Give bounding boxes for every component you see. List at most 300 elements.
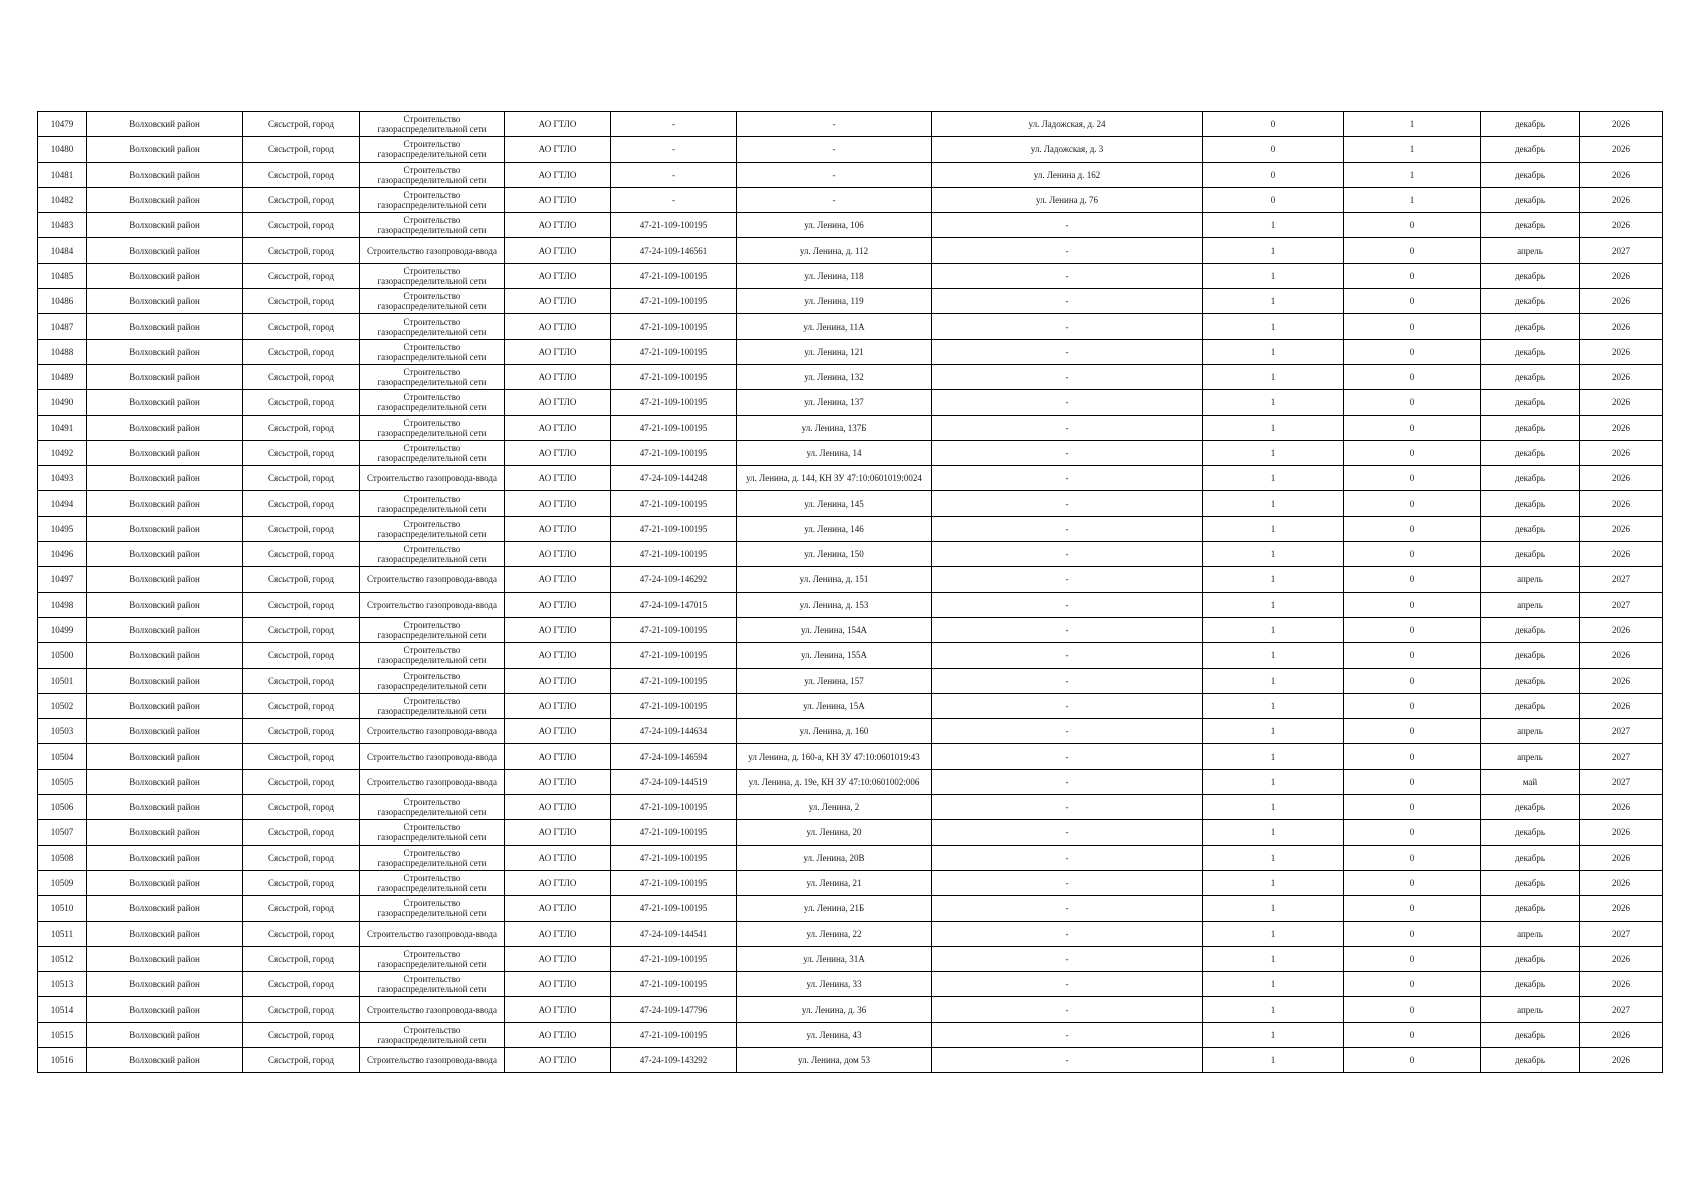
- work-type-cell: Строительство газораспределительной сети: [360, 668, 505, 693]
- program-code-cell: 47-21-109-100195: [611, 263, 737, 288]
- count-b-cell: 0: [1344, 870, 1481, 895]
- work-type-cell: Строительство газораспределительной сети: [360, 693, 505, 718]
- table-row: [38, 769, 1663, 794]
- year-cell: 2026: [1580, 162, 1663, 187]
- count-a-cell: 1: [1203, 415, 1344, 440]
- year-cell: 2026: [1580, 137, 1663, 162]
- district-cell: Волховский район: [87, 820, 243, 845]
- address-cell: ул Ленина, д. 160-а, КН ЗУ 47:10:0601019:43: [737, 744, 932, 769]
- work-type-cell: Строительство газораспределительной сети: [360, 162, 505, 187]
- row-number-cell: 10482: [38, 187, 87, 212]
- district-cell: Волховский район: [87, 1022, 243, 1047]
- row-number-cell: 10500: [38, 643, 87, 668]
- work-type-cell: Строительство газораспределительной сети: [360, 112, 505, 137]
- district-cell: Волховский район: [87, 137, 243, 162]
- count-a-cell: 1: [1203, 440, 1344, 465]
- table-row: [38, 668, 1663, 693]
- year-cell: 2026: [1580, 668, 1663, 693]
- work-type-cell: Строительство газораспределительной сети: [360, 617, 505, 642]
- work-type-cell: Строительство газораспределительной сети: [360, 390, 505, 415]
- district-cell: Волховский район: [87, 567, 243, 592]
- settlement-cell: Сясьстрой, город: [243, 415, 360, 440]
- settlement-cell: Сясьстрой, город: [243, 795, 360, 820]
- row-number-cell: 10488: [38, 339, 87, 364]
- table-row: [38, 820, 1663, 845]
- address-extra-cell: -: [932, 213, 1203, 238]
- district-cell: Волховский район: [87, 187, 243, 212]
- row-number-cell: 10505: [38, 769, 87, 794]
- program-code-cell: 47-21-109-100195: [611, 542, 737, 567]
- count-a-cell: 1: [1203, 263, 1344, 288]
- organization-cell: АО ГТЛО: [505, 567, 611, 592]
- table-row: [38, 946, 1663, 971]
- organization-cell: АО ГТЛО: [505, 617, 611, 642]
- month-cell: апрель: [1481, 719, 1580, 744]
- address-extra-cell: -: [932, 289, 1203, 314]
- work-type-cell: Строительство газораспределительной сети: [360, 187, 505, 212]
- program-code-cell: 47-24-109-144248: [611, 466, 737, 491]
- program-code-cell: -: [611, 187, 737, 212]
- district-cell: Волховский район: [87, 744, 243, 769]
- count-b-cell: 0: [1344, 289, 1481, 314]
- table-row: [38, 719, 1663, 744]
- address-cell: ул. Ленина, 20: [737, 820, 932, 845]
- program-code-cell: 47-24-109-143292: [611, 1047, 737, 1072]
- year-cell: 2026: [1580, 440, 1663, 465]
- count-b-cell: 0: [1344, 795, 1481, 820]
- count-b-cell: 0: [1344, 238, 1481, 263]
- month-cell: апрель: [1481, 238, 1580, 263]
- address-cell: ул. Ленина, д. 153: [737, 592, 932, 617]
- month-cell: декабрь: [1481, 820, 1580, 845]
- year-cell: 2026: [1580, 213, 1663, 238]
- count-a-cell: 1: [1203, 997, 1344, 1022]
- row-number-cell: 10499: [38, 617, 87, 642]
- district-cell: Волховский район: [87, 162, 243, 187]
- program-code-cell: 47-21-109-100195: [611, 289, 737, 314]
- count-a-cell: 1: [1203, 820, 1344, 845]
- organization-cell: АО ГТЛО: [505, 491, 611, 516]
- row-number-cell: 10516: [38, 1047, 87, 1072]
- organization-cell: АО ГТЛО: [505, 1047, 611, 1072]
- work-type-cell: Строительство газораспределительной сети: [360, 137, 505, 162]
- work-type-cell: Строительство газораспределительной сети: [360, 542, 505, 567]
- organization-cell: АО ГТЛО: [505, 440, 611, 465]
- address-cell: ул. Ленина, 11А: [737, 314, 932, 339]
- district-cell: Волховский район: [87, 491, 243, 516]
- district-cell: Волховский район: [87, 238, 243, 263]
- settlement-cell: Сясьстрой, город: [243, 1022, 360, 1047]
- table-row: [38, 238, 1663, 263]
- address-extra-cell: -: [932, 946, 1203, 971]
- table-row: [38, 744, 1663, 769]
- program-code-cell: 47-21-109-100195: [611, 364, 737, 389]
- count-a-cell: 1: [1203, 870, 1344, 895]
- row-number-cell: 10494: [38, 491, 87, 516]
- month-cell: декабрь: [1481, 795, 1580, 820]
- count-b-cell: 1: [1344, 137, 1481, 162]
- settlement-cell: Сясьстрой, город: [243, 112, 360, 137]
- row-number-cell: 10514: [38, 997, 87, 1022]
- program-code-cell: 47-21-109-100195: [611, 390, 737, 415]
- count-a-cell: 1: [1203, 491, 1344, 516]
- program-code-cell: 47-24-109-144541: [611, 921, 737, 946]
- district-cell: Волховский район: [87, 997, 243, 1022]
- count-a-cell: 1: [1203, 339, 1344, 364]
- month-cell: декабрь: [1481, 187, 1580, 212]
- table-row: [38, 542, 1663, 567]
- month-cell: апрель: [1481, 744, 1580, 769]
- table-row: [38, 364, 1663, 389]
- address-extra-cell: -: [932, 263, 1203, 288]
- address-extra-cell: -: [932, 744, 1203, 769]
- address-cell: ул. Ленина, 14: [737, 440, 932, 465]
- year-cell: 2026: [1580, 820, 1663, 845]
- table-row: [38, 693, 1663, 718]
- address-extra-cell: -: [932, 896, 1203, 921]
- table-row: [38, 390, 1663, 415]
- settlement-cell: Сясьстрой, город: [243, 466, 360, 491]
- count-a-cell: 1: [1203, 946, 1344, 971]
- address-extra-cell: -: [932, 769, 1203, 794]
- work-type-cell: Строительство газораспределительной сети: [360, 870, 505, 895]
- row-number-cell: 10511: [38, 921, 87, 946]
- address-cell: ул. Ленина, 2: [737, 795, 932, 820]
- month-cell: декабрь: [1481, 896, 1580, 921]
- program-code-cell: 47-21-109-100195: [611, 1022, 737, 1047]
- organization-cell: АО ГТЛО: [505, 668, 611, 693]
- table-row: [38, 491, 1663, 516]
- count-b-cell: 0: [1344, 339, 1481, 364]
- count-b-cell: 0: [1344, 1022, 1481, 1047]
- settlement-cell: Сясьстрой, город: [243, 668, 360, 693]
- table-row: [38, 339, 1663, 364]
- row-number-cell: 10510: [38, 896, 87, 921]
- district-cell: Волховский район: [87, 643, 243, 668]
- address-extra-cell: -: [932, 516, 1203, 541]
- organization-cell: АО ГТЛО: [505, 112, 611, 137]
- year-cell: 2027: [1580, 238, 1663, 263]
- program-code-cell: 47-24-109-146292: [611, 567, 737, 592]
- address-cell: ул. Ленина, 15А: [737, 693, 932, 718]
- address-cell: ул. Ленина, д. 144, КН ЗУ 47:10:0601019:0024: [737, 466, 932, 491]
- address-extra-cell: -: [932, 997, 1203, 1022]
- count-a-cell: 1: [1203, 390, 1344, 415]
- program-code-cell: 47-21-109-100195: [611, 415, 737, 440]
- address-extra-cell: -: [932, 1047, 1203, 1072]
- row-number-cell: 10493: [38, 466, 87, 491]
- address-cell: ул. Ленина, 150: [737, 542, 932, 567]
- year-cell: 2026: [1580, 542, 1663, 567]
- year-cell: 2026: [1580, 289, 1663, 314]
- program-code-cell: 47-21-109-100195: [611, 820, 737, 845]
- program-code-cell: 47-21-109-100195: [611, 617, 737, 642]
- month-cell: апрель: [1481, 592, 1580, 617]
- address-extra-cell: -: [932, 238, 1203, 263]
- month-cell: декабрь: [1481, 440, 1580, 465]
- count-b-cell: 0: [1344, 567, 1481, 592]
- address-extra-cell: ул. Ладожская, д. 24: [932, 112, 1203, 137]
- organization-cell: АО ГТЛО: [505, 693, 611, 718]
- month-cell: декабрь: [1481, 137, 1580, 162]
- row-number-cell: 10506: [38, 795, 87, 820]
- year-cell: 2026: [1580, 187, 1663, 212]
- district-cell: Волховский район: [87, 592, 243, 617]
- count-a-cell: 1: [1203, 845, 1344, 870]
- row-number-cell: 10513: [38, 972, 87, 997]
- count-a-cell: 1: [1203, 213, 1344, 238]
- work-type-cell: Строительство газораспределительной сети: [360, 896, 505, 921]
- organization-cell: АО ГТЛО: [505, 238, 611, 263]
- address-cell: ул. Ленина, 21: [737, 870, 932, 895]
- count-b-cell: 0: [1344, 491, 1481, 516]
- address-extra-cell: -: [932, 795, 1203, 820]
- work-type-cell: Строительство газопровода-ввода: [360, 238, 505, 263]
- count-b-cell: 0: [1344, 719, 1481, 744]
- settlement-cell: Сясьстрой, город: [243, 162, 360, 187]
- organization-cell: АО ГТЛО: [505, 466, 611, 491]
- table-row: [38, 870, 1663, 895]
- organization-cell: АО ГТЛО: [505, 364, 611, 389]
- address-cell: ул. Ленина, 20В: [737, 845, 932, 870]
- count-a-cell: 1: [1203, 643, 1344, 668]
- settlement-cell: Сясьстрой, город: [243, 390, 360, 415]
- table-row: [38, 795, 1663, 820]
- count-b-cell: 0: [1344, 466, 1481, 491]
- month-cell: май: [1481, 769, 1580, 794]
- address-extra-cell: -: [932, 592, 1203, 617]
- work-type-cell: Строительство газораспределительной сети: [360, 339, 505, 364]
- count-b-cell: 1: [1344, 112, 1481, 137]
- settlement-cell: Сясьстрой, город: [243, 1047, 360, 1072]
- settlement-cell: Сясьстрой, город: [243, 769, 360, 794]
- program-code-cell: 47-21-109-100195: [611, 213, 737, 238]
- count-b-cell: 0: [1344, 516, 1481, 541]
- program-code-cell: 47-21-109-100195: [611, 946, 737, 971]
- work-type-cell: Строительство газораспределительной сети: [360, 946, 505, 971]
- count-a-cell: 1: [1203, 972, 1344, 997]
- month-cell: декабрь: [1481, 415, 1580, 440]
- year-cell: 2027: [1580, 921, 1663, 946]
- address-cell: ул. Ленина, д. 151: [737, 567, 932, 592]
- settlement-cell: Сясьстрой, город: [243, 516, 360, 541]
- settlement-cell: Сясьстрой, город: [243, 137, 360, 162]
- address-extra-cell: -: [932, 466, 1203, 491]
- table-row: [38, 314, 1663, 339]
- row-number-cell: 10487: [38, 314, 87, 339]
- table-body: [38, 112, 1663, 1073]
- address-cell: ул. Ленина, 43: [737, 1022, 932, 1047]
- row-number-cell: 10486: [38, 289, 87, 314]
- work-type-cell: Строительство газораспределительной сети: [360, 795, 505, 820]
- district-cell: Волховский район: [87, 112, 243, 137]
- settlement-cell: Сясьстрой, город: [243, 643, 360, 668]
- settlement-cell: Сясьстрой, город: [243, 719, 360, 744]
- organization-cell: АО ГТЛО: [505, 896, 611, 921]
- year-cell: 2027: [1580, 719, 1663, 744]
- settlement-cell: Сясьстрой, город: [243, 997, 360, 1022]
- address-cell: ул. Ленина, д. 36: [737, 997, 932, 1022]
- row-number-cell: 10508: [38, 845, 87, 870]
- organization-cell: АО ГТЛО: [505, 137, 611, 162]
- work-type-cell: Строительство газораспределительной сети: [360, 263, 505, 288]
- district-cell: Волховский район: [87, 668, 243, 693]
- row-number-cell: 10489: [38, 364, 87, 389]
- address-cell: -: [737, 112, 932, 137]
- table-row: [38, 997, 1663, 1022]
- address-extra-cell: -: [932, 314, 1203, 339]
- row-number-cell: 10502: [38, 693, 87, 718]
- work-type-cell: Строительство газораспределительной сети: [360, 415, 505, 440]
- district-cell: Волховский район: [87, 542, 243, 567]
- row-number-cell: 10497: [38, 567, 87, 592]
- count-b-cell: 0: [1344, 542, 1481, 567]
- year-cell: 2027: [1580, 592, 1663, 617]
- month-cell: декабрь: [1481, 263, 1580, 288]
- settlement-cell: Сясьстрой, город: [243, 364, 360, 389]
- work-type-cell: Строительство газораспределительной сети: [360, 1022, 505, 1047]
- year-cell: 2026: [1580, 795, 1663, 820]
- count-b-cell: 0: [1344, 820, 1481, 845]
- year-cell: 2026: [1580, 491, 1663, 516]
- month-cell: декабрь: [1481, 617, 1580, 642]
- address-extra-cell: -: [932, 1022, 1203, 1047]
- organization-cell: АО ГТЛО: [505, 516, 611, 541]
- organization-cell: АО ГТЛО: [505, 820, 611, 845]
- year-cell: 2027: [1580, 769, 1663, 794]
- year-cell: 2027: [1580, 567, 1663, 592]
- program-code-cell: 47-21-109-100195: [611, 516, 737, 541]
- address-cell: ул. Ленина, 137Б: [737, 415, 932, 440]
- organization-cell: АО ГТЛО: [505, 415, 611, 440]
- address-extra-cell: -: [932, 542, 1203, 567]
- address-extra-cell: ул. Ладожская, д. 3: [932, 137, 1203, 162]
- work-type-cell: Строительство газораспределительной сети: [360, 364, 505, 389]
- count-a-cell: 1: [1203, 693, 1344, 718]
- organization-cell: АО ГТЛО: [505, 921, 611, 946]
- district-cell: Волховский район: [87, 440, 243, 465]
- program-code-cell: 47-21-109-100195: [611, 491, 737, 516]
- address-cell: ул. Ленина, 154А: [737, 617, 932, 642]
- work-type-cell: Строительство газораспределительной сети: [360, 845, 505, 870]
- work-type-cell: Строительство газопровода-ввода: [360, 921, 505, 946]
- organization-cell: АО ГТЛО: [505, 213, 611, 238]
- organization-cell: АО ГТЛО: [505, 390, 611, 415]
- address-extra-cell: -: [932, 415, 1203, 440]
- address-extra-cell: -: [932, 719, 1203, 744]
- month-cell: декабрь: [1481, 870, 1580, 895]
- work-type-cell: Строительство газопровода-ввода: [360, 744, 505, 769]
- row-number-cell: 10484: [38, 238, 87, 263]
- row-number-cell: 10504: [38, 744, 87, 769]
- address-cell: -: [737, 137, 932, 162]
- work-type-cell: Строительство газораспределительной сети: [360, 820, 505, 845]
- work-type-cell: Строительство газораспределительной сети: [360, 491, 505, 516]
- count-a-cell: 1: [1203, 542, 1344, 567]
- row-number-cell: 10509: [38, 870, 87, 895]
- count-b-cell: 0: [1344, 972, 1481, 997]
- address-extra-cell: -: [932, 491, 1203, 516]
- table-row: [38, 1047, 1663, 1072]
- settlement-cell: Сясьстрой, город: [243, 845, 360, 870]
- table-row: [38, 213, 1663, 238]
- settlement-cell: Сясьстрой, город: [243, 440, 360, 465]
- organization-cell: АО ГТЛО: [505, 314, 611, 339]
- organization-cell: АО ГТЛО: [505, 542, 611, 567]
- month-cell: декабрь: [1481, 466, 1580, 491]
- settlement-cell: Сясьстрой, город: [243, 896, 360, 921]
- address-cell: ул. Ленина, 132: [737, 364, 932, 389]
- address-cell: ул. Ленина, 146: [737, 516, 932, 541]
- month-cell: апрель: [1481, 921, 1580, 946]
- row-number-cell: 10491: [38, 415, 87, 440]
- work-type-cell: Строительство газопровода-ввода: [360, 567, 505, 592]
- table-row: [38, 617, 1663, 642]
- address-cell: ул. Ленина, 21Б: [737, 896, 932, 921]
- year-cell: 2026: [1580, 1047, 1663, 1072]
- month-cell: апрель: [1481, 997, 1580, 1022]
- organization-cell: АО ГТЛО: [505, 162, 611, 187]
- work-type-cell: Строительство газопровода-ввода: [360, 769, 505, 794]
- address-cell: ул. Ленина, 31А: [737, 946, 932, 971]
- address-cell: ул. Ленина, 119: [737, 289, 932, 314]
- program-code-cell: 47-21-109-100195: [611, 440, 737, 465]
- year-cell: 2026: [1580, 870, 1663, 895]
- table-row: [38, 263, 1663, 288]
- year-cell: 2026: [1580, 314, 1663, 339]
- month-cell: декабрь: [1481, 946, 1580, 971]
- district-cell: Волховский район: [87, 769, 243, 794]
- count-a-cell: 0: [1203, 187, 1344, 212]
- count-b-cell: 0: [1344, 415, 1481, 440]
- organization-cell: АО ГТЛО: [505, 795, 611, 820]
- district-cell: Волховский район: [87, 946, 243, 971]
- count-b-cell: 0: [1344, 643, 1481, 668]
- count-b-cell: 1: [1344, 162, 1481, 187]
- year-cell: 2026: [1580, 972, 1663, 997]
- count-a-cell: 1: [1203, 896, 1344, 921]
- table-row: [38, 921, 1663, 946]
- count-a-cell: 1: [1203, 668, 1344, 693]
- data-table: [37, 111, 1663, 1073]
- district-cell: Волховский район: [87, 213, 243, 238]
- settlement-cell: Сясьстрой, город: [243, 744, 360, 769]
- district-cell: Волховский район: [87, 693, 243, 718]
- year-cell: 2026: [1580, 364, 1663, 389]
- address-extra-cell: -: [932, 390, 1203, 415]
- table-row: [38, 112, 1663, 137]
- row-number-cell: 10492: [38, 440, 87, 465]
- settlement-cell: Сясьстрой, город: [243, 972, 360, 997]
- count-a-cell: 1: [1203, 1022, 1344, 1047]
- count-a-cell: 1: [1203, 744, 1344, 769]
- program-code-cell: -: [611, 137, 737, 162]
- district-cell: Волховский район: [87, 617, 243, 642]
- district-cell: Волховский район: [87, 364, 243, 389]
- program-code-cell: 47-24-109-144634: [611, 719, 737, 744]
- month-cell: декабрь: [1481, 516, 1580, 541]
- row-number-cell: 10515: [38, 1022, 87, 1047]
- count-a-cell: 0: [1203, 162, 1344, 187]
- year-cell: 2026: [1580, 390, 1663, 415]
- organization-cell: АО ГТЛО: [505, 1022, 611, 1047]
- count-b-cell: 0: [1344, 668, 1481, 693]
- address-cell: ул. Ленина, 137: [737, 390, 932, 415]
- address-cell: ул. Ленина, д. 160: [737, 719, 932, 744]
- row-number-cell: 10501: [38, 668, 87, 693]
- count-b-cell: 0: [1344, 921, 1481, 946]
- row-number-cell: 10495: [38, 516, 87, 541]
